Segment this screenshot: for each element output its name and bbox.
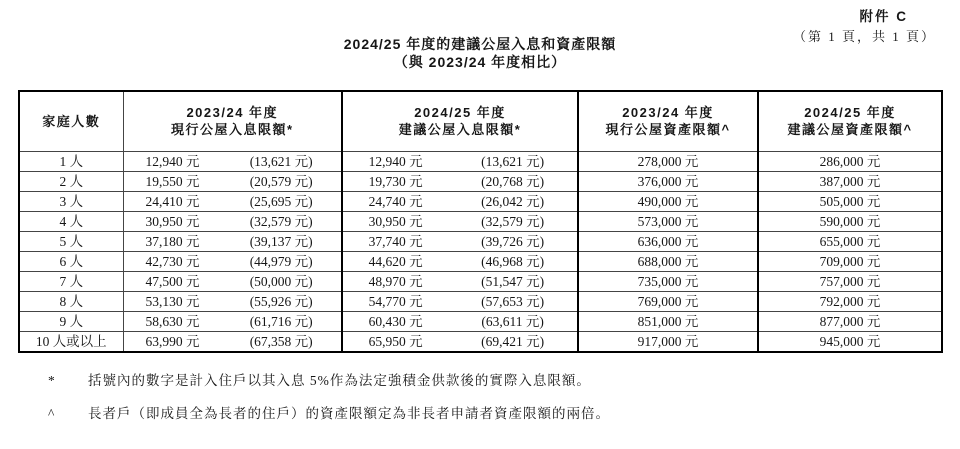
footnote-asset [48,405,960,422]
asset-2024-25-cell: 757,000 元 [758,271,942,291]
header-income-2024-25 [342,91,578,151]
table-row [19,331,942,352]
header-line: 2023/24 年度 [622,105,714,121]
income-value: 12,940 元 [368,153,423,169]
income-2024-25-cell [342,211,578,231]
table-row [19,311,942,331]
asset-2023-24-cell: 278,000 元 [578,151,758,171]
income-value: 42,730 元 [145,253,200,269]
household-size-cell: 8 人 [19,291,123,311]
income-2024-25-cell [342,291,578,311]
income-after-mpf-value: (63,611 元) [481,313,544,329]
attachment-label: 附件 C [859,9,908,24]
table-row [19,191,942,211]
income-2023-24-cell [123,211,342,231]
header-line: 2024/25 年度 [414,105,506,121]
header-line: 家庭人數 [42,113,101,129]
header-household-size [19,91,123,151]
table-row [19,231,942,251]
housing-limits-table [18,90,943,353]
income-value: 48,970 元 [368,273,423,289]
income-after-mpf-value: (67,358 元) [249,333,313,349]
income-2024-25-cell [342,231,578,251]
header-asset-2024-25 [758,91,942,151]
income-value: 30,950 元 [368,213,423,229]
income-after-mpf-value: (46,968 元) [481,253,545,269]
table-row [19,171,942,191]
table-row [19,291,942,311]
income-2023-24-cell [123,151,342,171]
asset-2023-24-cell: 735,000 元 [578,271,758,291]
asset-2023-24-cell: 851,000 元 [578,311,758,331]
income-value: 53,130 元 [145,293,200,309]
income-after-mpf-value: (20,768 元) [481,173,545,189]
income-after-mpf-value: (13,621 元) [481,153,545,169]
income-after-mpf-value: (26,042 元) [481,193,545,209]
asset-2023-24-cell: 769,000 元 [578,291,758,311]
income-2023-24-cell [123,251,342,271]
income-2023-24-cell [123,191,342,211]
income-value: 47,500 元 [145,273,200,289]
asset-2023-24-cell: 636,000 元 [578,231,758,251]
table-row [19,271,942,291]
footnote-text: 長者戶（即成員全為長者的住戶）的資產限額定為非長者申請者資產限額的兩倍。 [88,405,610,421]
income-2024-25-cell [342,171,578,191]
income-2024-25-cell [342,311,578,331]
income-value: 24,410 元 [145,193,200,209]
income-2023-24-cell [123,171,342,191]
income-2024-25-cell [342,331,578,352]
income-after-mpf-value: (57,653 元) [481,293,545,309]
header-row [19,91,942,151]
household-size-cell: 7 人 [19,271,123,291]
income-2024-25-cell [342,151,578,171]
footnote-symbol: * [48,372,56,388]
income-value: 65,950 元 [368,333,423,349]
income-after-mpf-value: (39,726 元) [481,233,545,249]
header-asset-2023-24 [578,91,758,151]
income-after-mpf-value: (69,421 元) [481,333,545,349]
income-after-mpf-value: (55,926 元) [249,293,313,309]
header-income-2023-24 [123,91,342,151]
asset-2023-24-cell: 376,000 元 [578,171,758,191]
income-2024-25-cell [342,191,578,211]
income-2023-24-cell [123,331,342,352]
asset-2024-25-cell: 709,000 元 [758,251,942,271]
footnote-text: 括號內的數字是計入住戶以其入息 5%作為法定強積金供款後的實際入息限額。 [88,372,591,388]
household-size-cell: 2 人 [19,171,123,191]
asset-2023-24-cell: 490,000 元 [578,191,758,211]
household-size-cell: 10 人或以上 [19,331,123,352]
asset-2024-25-cell: 590,000 元 [758,211,942,231]
income-after-mpf-value: (32,579 元) [481,213,545,229]
page-number-info: （第 1 頁，共 1 頁） [792,29,936,44]
footnote-symbol: ^ [48,405,56,421]
asset-2024-25-cell: 387,000 元 [758,171,942,191]
footnote-income [48,372,960,389]
income-value: 58,630 元 [145,313,200,329]
income-after-mpf-value: (50,000 元) [249,273,313,289]
header-line: 2023/24 年度 [186,105,279,121]
income-value: 19,730 元 [368,173,423,189]
asset-2024-25-cell: 877,000 元 [758,311,942,331]
income-after-mpf-value: (61,716 元) [249,313,313,329]
header-line: 建議公屋資產限額^ [787,122,913,138]
table-header [19,91,942,151]
household-size-cell: 9 人 [19,311,123,331]
asset-2023-24-cell: 688,000 元 [578,251,758,271]
asset-2024-25-cell: 505,000 元 [758,191,942,211]
income-after-mpf-value: (32,579 元) [249,213,313,229]
asset-2024-25-cell: 655,000 元 [758,231,942,251]
income-2023-24-cell [123,291,342,311]
income-value: 54,770 元 [368,293,423,309]
footnotes [48,372,960,422]
income-value: 44,620 元 [368,253,423,269]
income-value: 37,180 元 [145,233,200,249]
income-after-mpf-value: (44,979 元) [249,253,313,269]
income-value: 24,740 元 [368,193,423,209]
page-corner-block [793,5,936,45]
table-body [19,151,942,352]
header-line: 建議公屋入息限額* [398,122,522,138]
household-size-cell: 1 人 [19,151,123,171]
table-row [19,251,942,271]
income-value: 37,740 元 [368,233,423,249]
income-2024-25-cell [342,251,578,271]
income-value: 30,950 元 [145,213,200,229]
income-after-mpf-value: (13,621 元) [249,153,313,169]
income-after-mpf-value: (25,695 元) [249,193,313,209]
income-value: 63,990 元 [145,333,200,349]
table-row [19,211,942,231]
income-2023-24-cell [123,271,342,291]
asset-2024-25-cell: 286,000 元 [758,151,942,171]
header-line: 2024/25 年度 [804,105,896,121]
asset-2023-24-cell: 917,000 元 [578,331,758,352]
household-size-cell: 6 人 [19,251,123,271]
header-line: 現行公屋入息限額* [170,122,294,138]
income-2024-25-cell [342,271,578,291]
income-after-mpf-value: (39,137 元) [249,233,313,249]
income-value: 19,550 元 [145,173,200,189]
income-value: 60,430 元 [368,313,423,329]
title-line-2: （與 2023/24 年度相比） [393,54,567,70]
header-line: 現行公屋資產限額^ [605,122,731,138]
asset-2023-24-cell: 573,000 元 [578,211,758,231]
household-size-cell: 5 人 [19,231,123,251]
income-after-mpf-value: (51,547 元) [481,273,545,289]
household-size-cell: 3 人 [19,191,123,211]
asset-2024-25-cell: 945,000 元 [758,331,942,352]
income-2023-24-cell [123,231,342,251]
asset-2024-25-cell: 792,000 元 [758,291,942,311]
income-2023-24-cell [123,311,342,331]
income-value: 12,940 元 [145,153,200,169]
household-size-cell: 4 人 [19,211,123,231]
title-line-1: 2024/25 年度的建議公屋入息和資產限額 [343,36,617,52]
table-row [19,151,942,171]
income-after-mpf-value: (20,579 元) [249,173,313,189]
